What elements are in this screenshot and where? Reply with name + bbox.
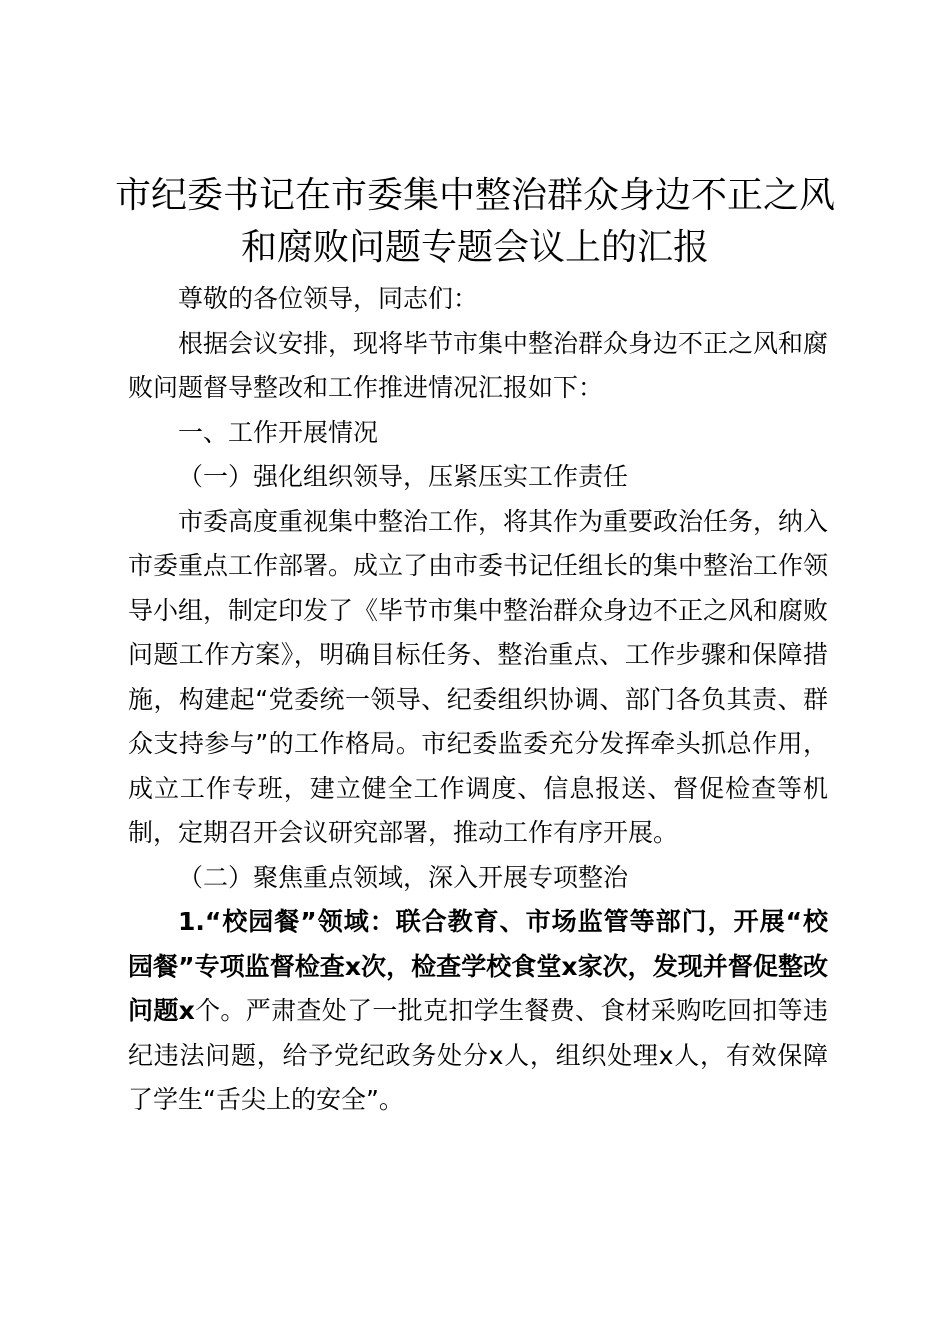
subsection-1-paragraph: 市委高度重视集中整治工作，将其作为重要政治任务，纳入市委重点工作部署。成立了由市委书记任组长的集中整治工作领导小组，制定印发了《毕节市集中整治群众身边不正之风和腐败问题工作方案》，明确目标任务、整治重点、工作步骤和保障措施，构建起“党委统一领导、纪委组织协调、部门各负其责、群众支持参与”的工作格局。市纪委监委充分发挥牵头抓总作用，成立工作专班，建立健全工作调度、信息报送、督促检查等机制，定期召开会议研究部署，推动工作有序开展。: [128, 506, 829, 847]
document-title-line-2: 和腐败问题专题会议上的汇报: [240, 227, 709, 268]
subsection-heading-2: （二）聚焦重点领域，深入开展专项整治: [178, 862, 629, 892]
intro-paragraph: 根据会议安排，现将毕节市集中整治群众身边不正之风和腐败问题督导整改和工作推进情况汇报如下：: [128, 328, 829, 402]
document-body: [128, 277, 828, 1123]
item-1-text: 个。严肃查处了一批克扣学生餐费、食材采购吃回扣等违纪违法问题，给予党纪政务处分x人，组织处理x人，有效保障了学生“舌尖上的安全”。: [128, 996, 828, 1114]
item-1-paragraph: [128, 900, 828, 1123]
subsection-heading-1: （一）强化组织领导，压紧压实工作责任: [178, 462, 629, 491]
item-1-bold-lead: 1.“校园餐”领域：联合教育、市场监管等部门，开展“校园餐”专项监督检查x次，检查学校食堂x家次，发现并督促整改问题x: [128, 907, 828, 1025]
greeting: 尊敬的各位领导，同志们：: [178, 284, 479, 313]
section-heading-1: 一、工作开展情况: [178, 417, 379, 447]
document-title-line-1: 市纪委书记在市委集中整治群众身边不正之风: [114, 175, 835, 216]
